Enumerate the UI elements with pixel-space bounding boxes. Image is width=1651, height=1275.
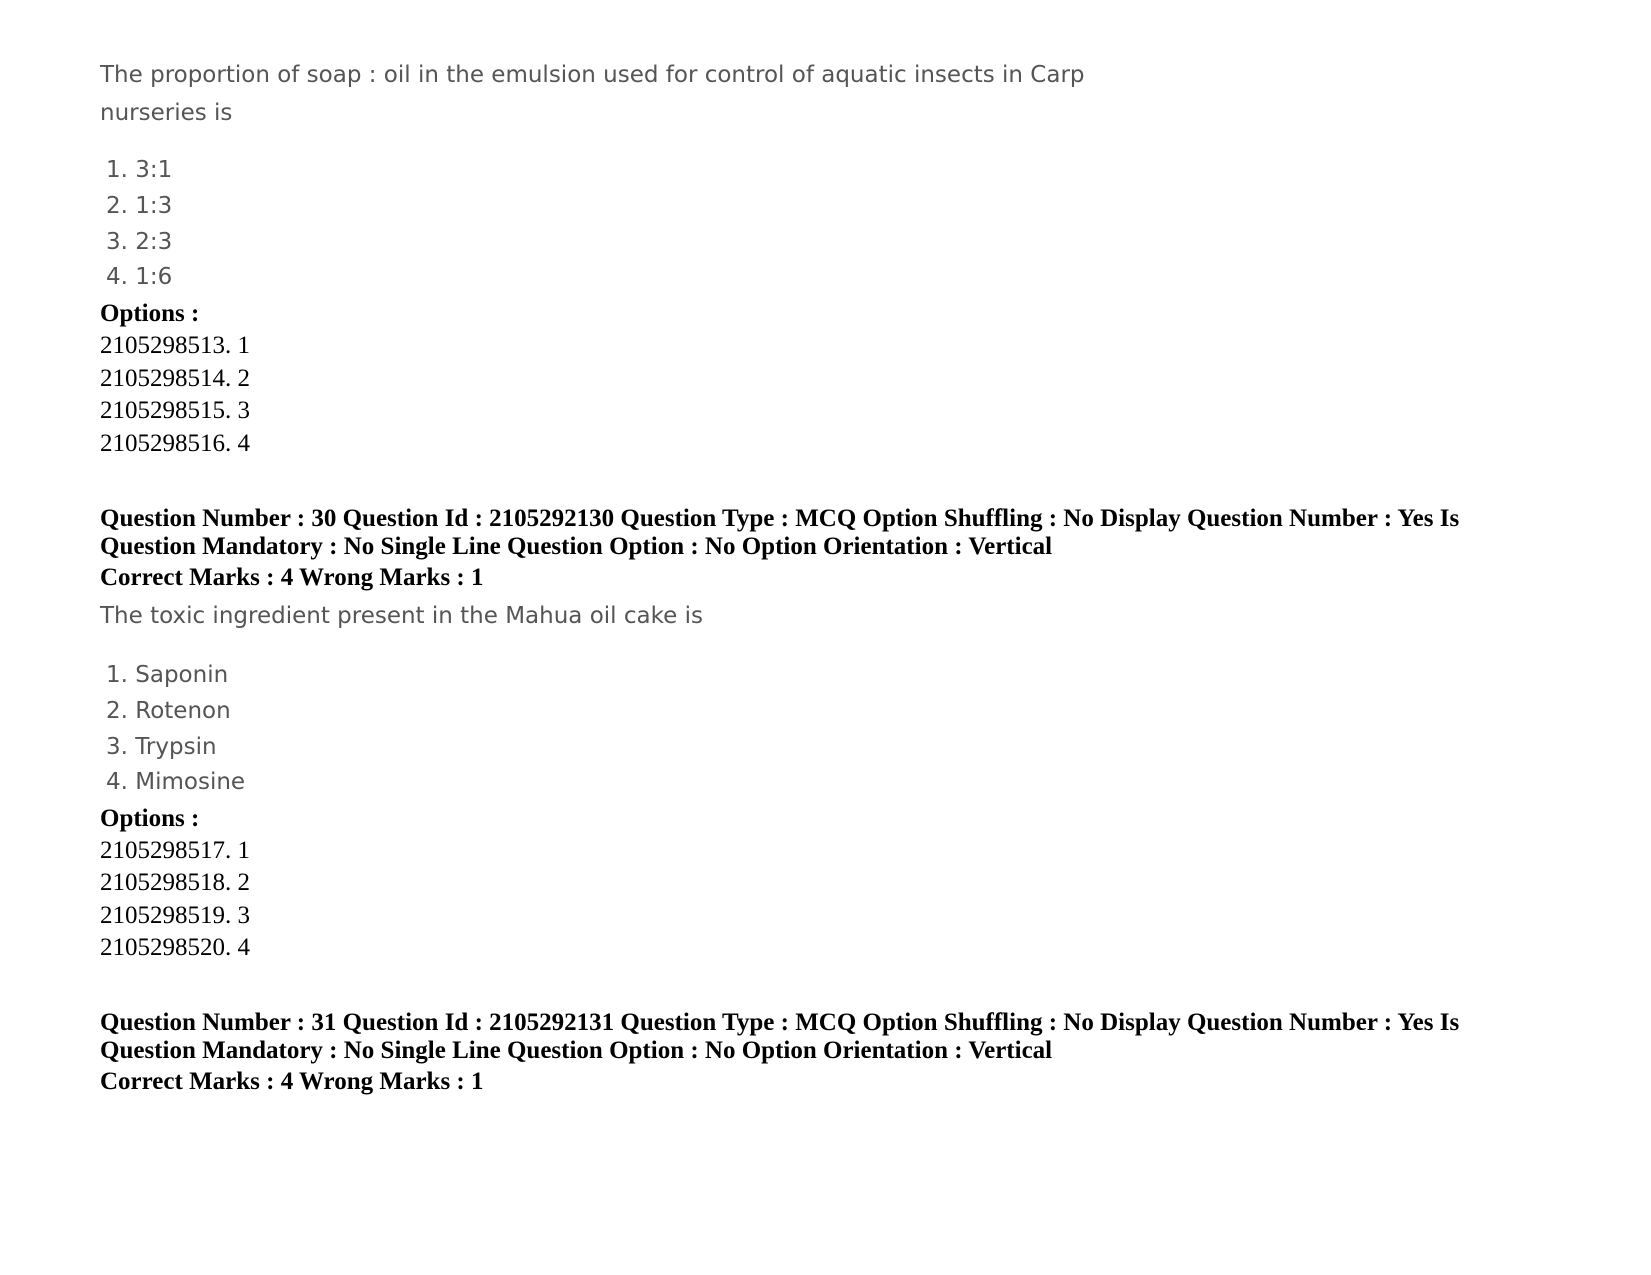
question-30-meta: Question Number : 30 Question Id : 2105292130 Question Type : MCQ Option Shuffling : No Display Question Number : Yes Is Question Mandatory : No Single Line Question Option : No Option Orientation : Vertical — [100, 505, 1460, 560]
question-29-option-2: 2105298514. 2 — [100, 365, 250, 392]
question-31-meta: Question Number : 31 Question Id : 2105292131 Question Type : MCQ Option Shuffling : No Display Question Number : Yes Is Question Mandatory : No Single Line Question Option : No Option Orientation : Vertical — [100, 1009, 1460, 1064]
question-29-option-1: 2105298513. 1 — [100, 332, 250, 359]
question-30-option-2: 2105298518. 2 — [100, 869, 250, 896]
question-30-text: The toxic ingredient present in the Mahua oil cake is — [100, 603, 703, 629]
question-29-option-3: 2105298515. 3 — [100, 397, 250, 424]
question-30-choice-1: 1. Saponin — [106, 662, 229, 688]
question-30-marks: Correct Marks : 4 Wrong Marks : 1 — [100, 564, 484, 591]
question-31-marks: Correct Marks : 4 Wrong Marks : 1 — [100, 1068, 484, 1095]
question-30-options-label: Options : — [100, 805, 200, 832]
question-30-choice-2: 2. Rotenon — [106, 698, 231, 724]
question-30-option-4: 2105298520. 4 — [100, 934, 250, 961]
question-29-choice-4: 4. 1:6 — [106, 264, 173, 290]
question-29-text: The proportion of soap : oil in the emulsion used for control of aquatic insects in Carp nurseries is — [100, 62, 1085, 126]
question-29-choice-3: 3. 2:3 — [106, 229, 173, 255]
question-29-options-label: Options : — [100, 300, 200, 327]
question-30-option-3: 2105298519. 3 — [100, 902, 250, 929]
question-29-option-4: 2105298516. 4 — [100, 430, 250, 457]
question-29-choice-1: 1. 3:1 — [106, 157, 173, 183]
question-29-choice-2: 2. 1:3 — [106, 193, 173, 219]
question-30-option-1: 2105298517. 1 — [100, 837, 250, 864]
question-30-choice-3: 3. Trypsin — [106, 734, 217, 760]
question-30-choice-4: 4. Mimosine — [106, 769, 246, 795]
